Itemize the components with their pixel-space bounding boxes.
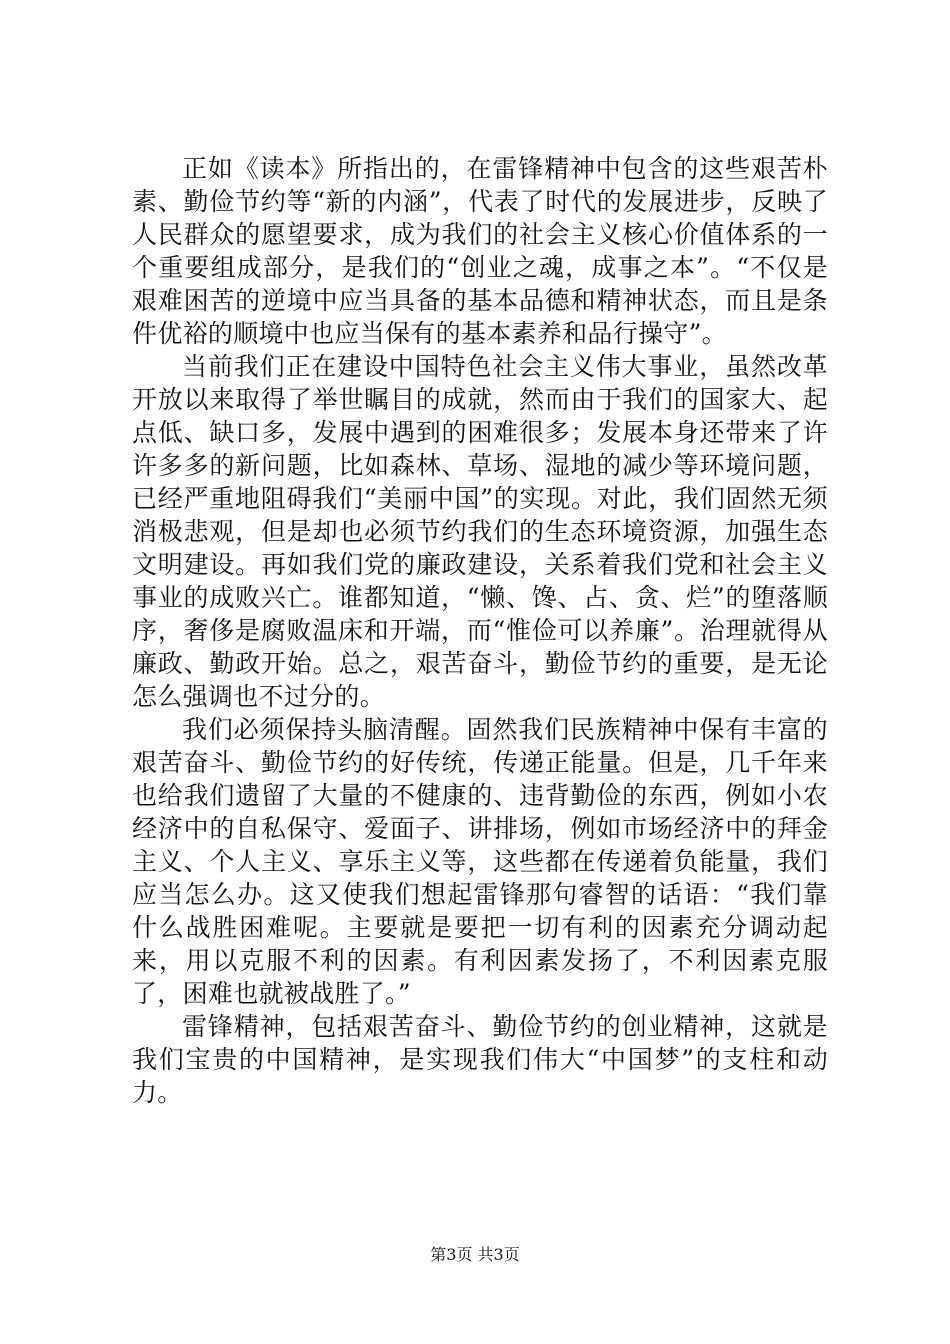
paragraph-1: 正如《读本》所指出的，在雷锋精神中包含的这些艰苦朴素、勤俭节约等“新的内涵”，代表了时代的发展进步，反映了人民群众的愿望要求，成为我们的社会主义核心价值体系的一个重要组成部分，是我们的“创业之魂，成事之本”。“不仅是艰难困苦的逆境中应当具备的基本品德和精神状态，而且是条件优裕的顺境中也应当保有的基本素养和品行操守”。 <box>132 154 828 348</box>
paragraph-2: 当前我们正在建设中国特色社会主义伟大事业，虽然改革开放以来取得了举世瞩目的成就，然而由于我们的国家大、起点低、缺口多，发展中遇到的困难很多；发展本身还带来了许许多多的新问题，比如森林、草场、湿地的减少等环境问题，已经严重地阻碍我们“美丽中国”的实现。对此，我们固然无须消极悲观，但是却也必须节约我们的生态环境资源，加强生态文明建设。再如我们党的廉政建设，关系着我们党和社会主义事业的成败兴亡。谁都知道，“懒、馋、占、贪、烂”的堕落顺序，奢侈是腐败温床和开端，而“惟俭可以养廉”。治理就得从廉政、勤政开始。总之，艰苦奋斗，勤俭节约的重要，是无论怎么强调也不过分的。 <box>132 352 828 711</box>
document-body <box>132 152 828 1109</box>
page-number-footer: 第3页 共3页 <box>430 1245 520 1264</box>
paragraph-4: 雷锋精神，包括艰苦奋斗、勤俭节约的创业精神，这就是我们宝贵的中国精神，是实现我们伟大“中国梦”的支柱和动力。 <box>132 1012 828 1107</box>
paragraph-3: 我们必须保持头脑清醒。固然我们民族精神中保有丰富的艰苦奋斗、勤俭节约的好传统，传递正能量。但是，几千年来也给我们遗留了大量的不健康的、违背勤俭的东西，例如小农经济中的自私保守、爱面子、讲排场，例如市场经济中的拜金主义、个人主义、享乐主义等，这些都在传递着负能量，我们应当怎么办。这又使我们想起雷锋那句睿智的话语：“我们靠什么战胜困难呢。主要就是要把一切有利的因素充分调动起来，用以克服不利的因素。有利因素发扬了，不利因素克服了，困难也就被战胜了。” <box>132 715 828 1008</box>
